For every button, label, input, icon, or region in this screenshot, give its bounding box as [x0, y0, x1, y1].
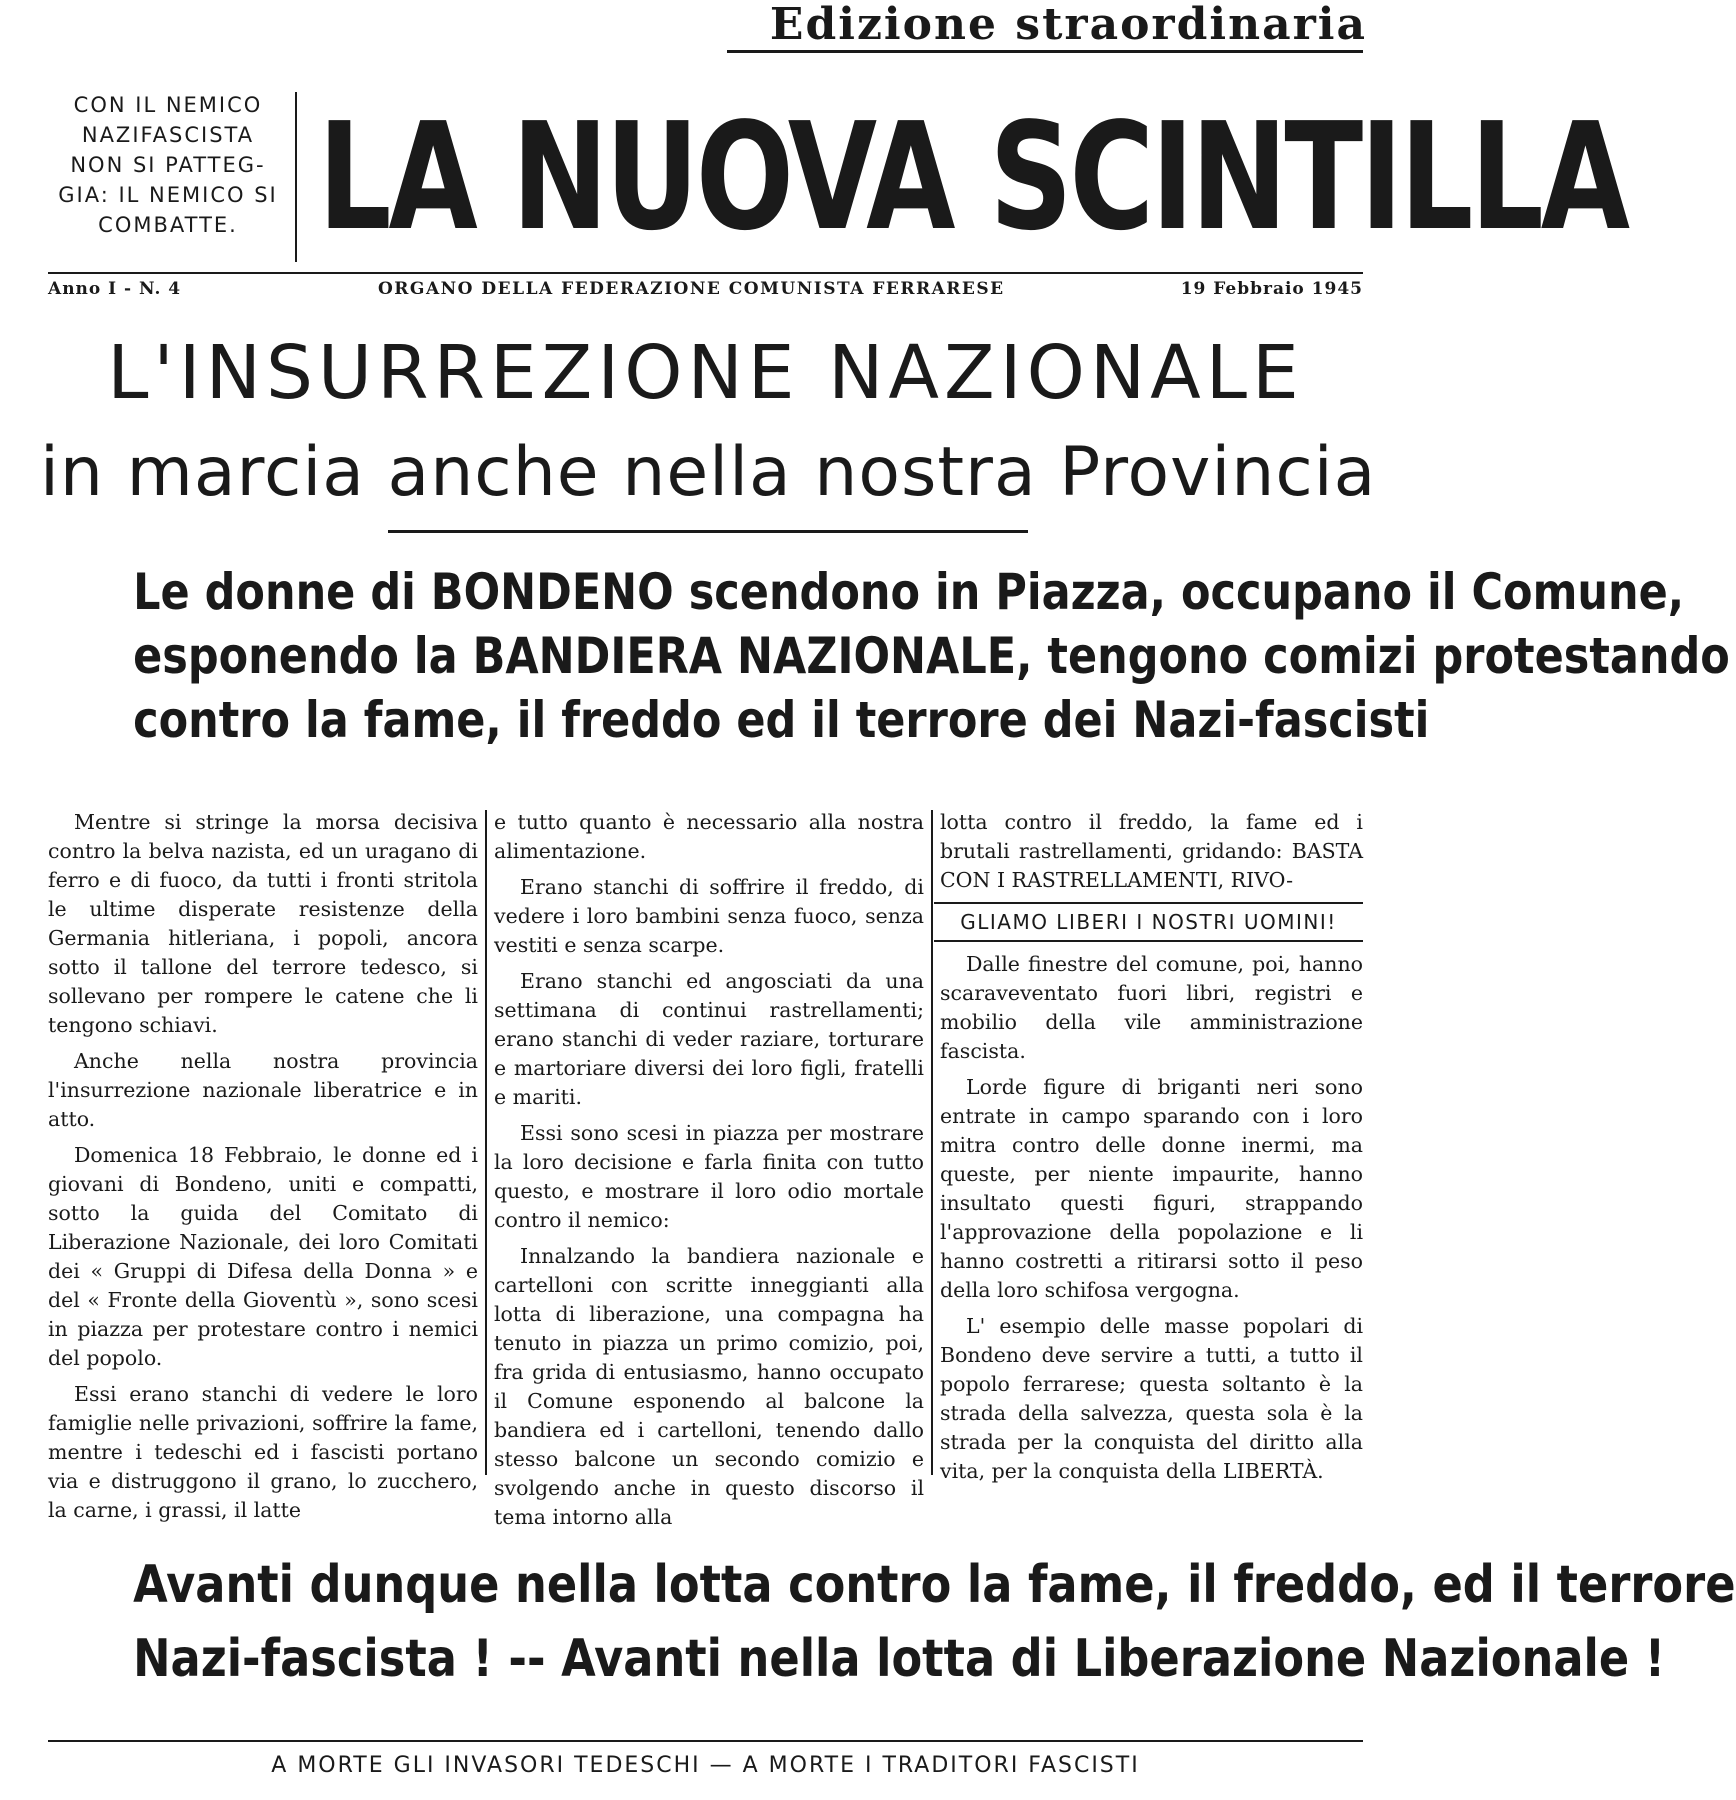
issue-number: Anno I - N. 4	[48, 279, 182, 299]
subheadline	[40, 560, 1730, 752]
edition-underline	[727, 50, 1363, 53]
organ-label: ORGANO DELLA FEDERAZIONE COMUNISTA FERRARESE	[378, 279, 1005, 299]
masthead-rule	[48, 272, 1363, 274]
article-column-3	[940, 808, 1363, 1493]
footer-rule	[48, 1740, 1363, 1742]
closing-slogan	[40, 1548, 1736, 1696]
masthead-divider	[295, 92, 297, 262]
edition-label: Edizione straordinaria	[769, 0, 1367, 50]
subheadline-line: contro la fame, il freddo ed il terrore dei Nazi-fascisti	[133, 691, 1430, 749]
paragraph: e tutto quanto è necessario alla nostra alimentazione.	[494, 810, 924, 863]
issue-date: 19 Febbraio 1945	[1180, 279, 1363, 299]
paragraph: Anche nella nostra provincia l'insurrezione nazionale liberatrice e in atto.	[48, 1049, 478, 1131]
motto-line: GIA: IL NEMICO SI	[58, 183, 278, 207]
paragraph: Domenica 18 Febbraio, le donne ed i giovani di Bondeno, uniti e compatti, sotto la guida del Comitato di Liberazione Nazionale, dei loro Comitati dei « Gruppi di Difesa della Donna » e del « Fronte della Gioventù », sono scesi in piazza per protestare contro i nemici del popolo.	[48, 1143, 478, 1370]
paragraph: Dalle finestre del comune, poi, hanno scaraveventato fuori libri, registri e mobilio della vile amministrazione fascista.	[940, 952, 1363, 1063]
info-row	[48, 276, 1363, 302]
article-column-2	[494, 808, 924, 1539]
paragraph: Essi erano stanchi di vedere le loro famiglie nelle privazioni, soffrire la fame, mentre i tedeschi ed i fascisti portano via e distruggono il grano, lo zucchero, la carne, i grassi, il latte	[48, 1382, 478, 1522]
closing-slogan-line: Avanti dunque nella lotta contro la fame, il freddo, ed il terrore	[133, 1555, 1736, 1615]
slogan-box: GLIAMO LIBERI I NOSTRI UOMINI!	[934, 902, 1363, 942]
subheadline-line: esponendo la BANDIERA NAZIONALE, tengono comizi protestando	[133, 627, 1730, 685]
motto-line: COMBATTE.	[98, 213, 238, 237]
headline-main: L'INSURREZIONE NAZIONALE	[107, 330, 1304, 416]
paragraph: Erano stanchi ed angosciati da una settimana di continui rastrellamenti; erano stanchi di veder raziare, torturare e martoriare diversi dei loro figli, fratelli e mariti.	[494, 969, 924, 1109]
paragraph: lotta contro il freddo, la fame ed i brutali rastrellamenti, gridando: BASTA CON I RASTRELLAMENTI, RIVO-	[940, 810, 1363, 892]
footer-slogan: A MORTE GLI INVASORI TEDESCHI — A MORTE I TRADITORI FASCISTI	[271, 1753, 1140, 1778]
paragraph: Mentre si stringe la morsa decisiva contro la belva nazista, ed un uragano di ferro e di fuoco, da tutti i fronti stritola le ultime disperate resistenze della Germania hitleriana, i popoli, ancora sotto il tallone del terrore tedesco, si sollevano per rompere le catene che li tengono schiavi.	[48, 810, 478, 1037]
paragraph: Innalzando la bandiera nazionale e cartelloni con scritte inneggianti alla lotta di liberazione, una compagna ha tenuto in piazza un primo comizio, poi, fra grida di entusiasmo, hanno occupato il Comune esponendo al balcone la bandiera ed i cartelloni, tenendo dallo stesso balcone un secondo comizio e svolgendo anche in questo discorso il tema intorno alla	[494, 1244, 924, 1529]
column-rule	[485, 810, 487, 1475]
motto	[48, 90, 288, 240]
column-rule	[931, 810, 933, 1475]
motto-line: NAZIFASCISTA	[81, 123, 255, 147]
article-column-1	[48, 808, 478, 1532]
closing-slogan-line: Nazi-fascista ! -- Avanti nella lotta di Liberazione Nazionale !	[133, 1629, 1666, 1689]
paragraph: L' esempio delle masse popolari di Bondeno deve servire a tutti, a tutto il popolo ferrarese; questa soltanto è la strada della salvezza, questa sola è la strada per la conquista del diritto alla vita, per la conquista della LIBERTÀ.	[940, 1314, 1363, 1483]
motto-line: NON SI PATTEG-	[70, 153, 266, 177]
headline-secondary: in marcia anche nella nostra Provincia	[40, 433, 1377, 512]
paragraph: Erano stanchi di soffrire il freddo, di vedere i loro bambini senza fuoco, senza vestiti e senza scarpe.	[494, 875, 924, 957]
paragraph: Essi sono scesi in piazza per mostrare la loro decisione e farla finita con tutto questo, e mostrare il loro odio mortale contro il nemico:	[494, 1121, 924, 1232]
subheadline-line: Le donne di BONDENO scendono in Piazza, occupano il Comune,	[133, 563, 1685, 621]
motto-line: CON IL NEMICO	[73, 93, 263, 117]
paragraph: Lorde figure di briganti neri sono entrate in campo sparando con i loro mitra contro delle donne inermi, ma queste, per niente impaurite, hanno insultato questi figuri, strappando l'approvazione della popolazione e li hanno costretti a ritirarsi sotto il peso della loro schifosa vergogna.	[940, 1075, 1363, 1302]
headline-rule	[388, 530, 1028, 533]
masthead-title: LA NUOVA SCINTILLA	[318, 91, 1627, 263]
